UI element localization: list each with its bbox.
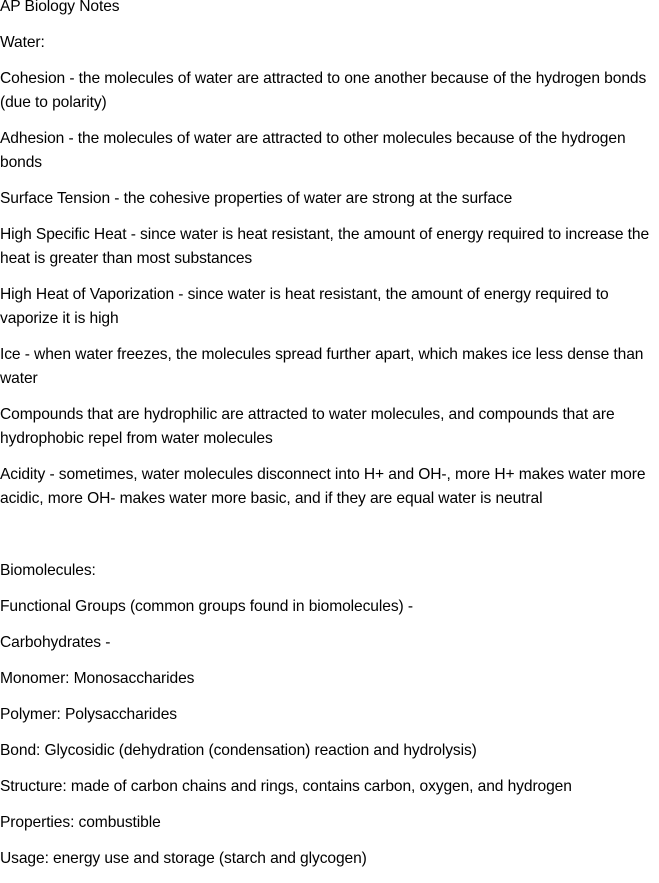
blank-line: [0, 523, 659, 559]
note-heat-of-vaporization: High Heat of Vaporization - since water is heat resistant, the amount of energy required to vaporize it is high: [0, 286, 609, 327]
note-high-specific-heat: High Specific Heat - since water is heat resistant, the amount of energy required to increase the heat is greater than most substances: [0, 226, 650, 267]
note-adhesion: Adhesion - the molecules of water are attracted to other molecules because of the hydrogen bonds: [0, 130, 626, 171]
note-properties: Properties: combustible: [0, 814, 161, 831]
note-ice: Ice - when water freezes, the molecules spread further apart, which makes ice less dense than water: [0, 346, 644, 387]
note-acidity: Acidity - sometimes, water molecules disconnect into H+ and OH-, more H+ makes water more acidic, more OH- makes water more basic, and if they are equal water is neutral: [0, 466, 646, 507]
note-carbohydrates: Carbohydrates -: [0, 634, 111, 651]
note-bond: Bond: Glycosidic (dehydration (condensation) reaction and hydrolysis): [0, 742, 477, 759]
note-hydrophilic-hydrophobic: Compounds that are hydrophilic are attracted to water molecules, and compounds that are hydrophobic repel from water molecules: [0, 406, 615, 447]
note-usage: Usage: energy use and storage (starch and glycogen): [0, 850, 367, 867]
note-monomer: Monomer: Monosaccharides: [0, 670, 195, 687]
note-structure: Structure: made of carbon chains and rings, contains carbon, oxygen, and hydrogen: [0, 778, 572, 795]
document-title: AP Biology Notes: [0, 0, 120, 15]
note-functional-groups: Functional Groups (common groups found in biomolecules) -: [0, 598, 413, 615]
note-polymer: Polymer: Polysaccharides: [0, 706, 177, 723]
section-heading-water: Water:: [0, 34, 45, 51]
section-heading-biomolecules: Biomolecules:: [0, 562, 96, 579]
note-cohesion: Cohesion - the molecules of water are attracted to one another because of the hydrogen bonds (due to polarity): [0, 70, 647, 111]
note-surface-tension: Surface Tension - the cohesive properties of water are strong at the surface: [0, 190, 513, 207]
